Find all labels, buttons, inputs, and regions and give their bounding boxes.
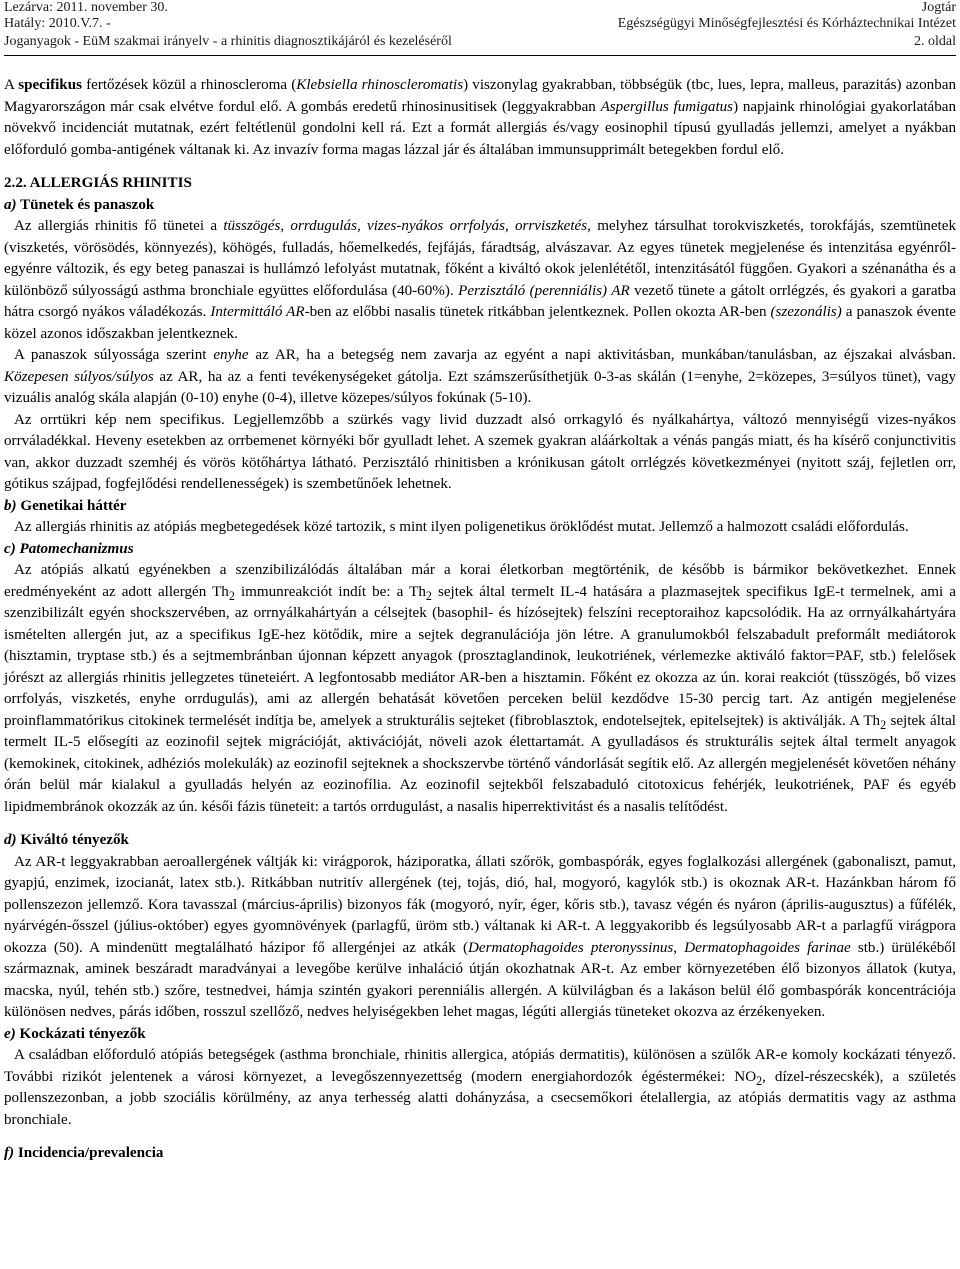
- intro-paragraph: A specifikus fertőzések közül a rhinoscleroma (Klebsiella rhinoscleromatis) viszonylag gyakrabban, többségük (tbc, lues, lepra, malleus, parazitás) azonban Magyarországon már csak elvétve fordul elő. A gombás eredetű rhinosinusitisek (leggyakrabban Aspergillus fumigatus) napjaink rhinológiai gyakorlatában növekvő incidenciát mutatnak, ezért feltétlenül gondolni kell rá. Ezt a formát allergiás és/vagy eosinophil típusú gyulladás jellemzi, amelyet a nyákban előforduló gomba-antigének váltanak ki. Az invazív forma magas lázzal jár és általában immunsupprimált betegekben fordul elő.: [4, 77, 956, 158]
- subsection-a-paragraph-3: Az orrtükri kép nem specifikus. Legjellemzőbb a szürkés vagy livid duzzadt alsó orrkagyló és nyálkahártya, változó mennyiségű vizes-nyákos orrváladékkal. Heveny esetekben az orrbemenet környéki bőr gyulladt lehet. A szemek gyakran aláárkoltak a vénás pangás miatt, és ha kísérő conjunctivitis van, akkor duzzadt szemhéj és vörös kötőhártya látható. Perzisztáló rhinitisben a krónikusan gátolt orrlégzés következményei (nyitott száj, fejletlen orr, gótikus szájpad, fogfejlődési rendellenességek) is szembetűnőek lehetnek.: [4, 411, 956, 492]
- subsection-c-paragraph-1: Az atópiás alkatú egyénekben a szenzibilizálódás általában már a korai életkorban megtörténik, de később is bármikor bekövetkezhet. Ennek eredményeként az adott allergén $Th_2$ immunreakciót indít be: a $Th_2$ sejtek által termelt IL-4 hatására a plazmasejtek specifikus IgE-t termelnek, ami a szenzibilizált egyén shockszervében, az orrnyálkahártyán a célsejtek (basophil- és hízósejtek) felszíni receptoraihoz kapcsolódik. Ha az orrnyálkahártyára ismételten allergén jut, az a specifikus IgE-hez kötődik, mire a sejtek degranulációja jön létre. A granulumokból felszabadult preformált mediátorok (hisztamin, tryptase stb.) és a sejtmembránban újonnan képzett anyagok (prosztaglandinok, leukotriének, vérlemezke aktiváló faktor=PAF, stb.) felelősek jórészt az allergiás rhinitis jellegzetes tüneteiért. A legfontosabb mediátor AR-ben a hisztamin. Főként ez okozza az ún. korai reakciót (tüsszögés, bő vizes orrfolyás, viszketés, enyhe orrdugulás), ami az allergén behatását követően perceken belül kezdődve 15-30 percig tart. Az antigén megjelenése proinflammatórikus citokinek termelését indítja be, amelyek a strukturális sejteket (fibroblasztok, endotelsejtek, epitelsejtek) is aktiválják. A $Th_2$ sejtek által termelt IL-5 elősegíti az eozinofil sejtek migrációját, aktivációját, növeli azok élettartamát. A gyulladásos és strukturális sejtek által termelt anyagok (kemokinek, citokinek, adhéziós molekulák) az eozinofil sejteknek a shockszervbe történő vándorlását segítik elő. Az allergén megjelenését követően néhány órán belül már kialakul a gyulladás helyén az eozinofília. Az eozinofil sejtekből felszabaduló citotoxicus fehérjék, leukotriének, PAF és egyéb lipidmembránok okozzák az ún. késői fázis tüneteit: a tartós orrdugulást, a nasalis hiperrektivitást és a nasalis telítődést.: [4, 562, 956, 815]
- subsection-a-paragraph-1: Az allergiás rhinitis fő tünetei a tüsszögés, orrdugulás, vizes-nyákos orrfolyás, orrviszketés, melyhez társulhat torokviszketés, torokfájás, szemtünetek (viszketés, vörösödés, könnyezés), köhögés, fulladás, hőemelkedés, fejfájás, fáradtság, alvászavar. Az egyes tünetek megjelenése és intenzitása egyénről-egyénre változik, és egy beteg panaszai is hullámzó lefolyást mutatnak, főként a kiváltó okok jelenlététől, intenzitásától függően. Gyakori a szénanátha és a különböző súlyosságú asthma bronchiale együttes előfordulása (40-60%). Perzisztáló (perenniális) AR vezető tünete a gátolt orrlégzés, és gyakori a garatba hátra csorgó nyákos váladékozás. Intermittáló AR-ben az előbbi nasalis tünetek ritkábban jelentkeznek. Pollen okozta AR-ben (szezonális) a panaszok évente közel azonos időszakban jelentkeznek.: [4, 218, 956, 342]
- header-divider: [4, 55, 956, 56]
- section-title: 2.2. ALLERGIÁS RHINITIS: [4, 175, 192, 191]
- header-document-path: Joganyagok - EüM szakmai irányelv - a rhinitis diagnosztikájáról és kezeléséről: [4, 34, 452, 49]
- header-closed-date: Lezárva: 2011. november 30.: [4, 0, 168, 15]
- header-publisher: Jogtár: [921, 0, 956, 15]
- header-page-number: 2. oldal: [914, 34, 956, 49]
- subsection-f-heading: f) Incidencia/prevalencia: [4, 1145, 164, 1161]
- subsection-e-heading: e) Kockázati tényezők: [4, 1025, 146, 1042]
- subsection-b-heading: b) Genetikai háttér: [4, 497, 127, 514]
- header-institute: Egészségügyi Minőségfejlesztési és Kórháztechnikai Intézet: [617, 16, 956, 31]
- document-body: [4, 75, 956, 1165]
- header-validity: Hatály: 2010.V.7. -: [4, 16, 111, 31]
- subsection-d-paragraph-1: Az AR-t leggyakrabban aeroallergének váltják ki: virágporok, háziporatka, állati szőrök, gombaspórák, egyes foglalkozási allergének (gabonaliszt, pamut, gyapjú, enzimek, izocianát, latex stb.). Ritkábban nutritív allergének (tej, tojás, dió, hal, mogyoró, kagylók stb.) is okoznak AR-t. Hazánkban három fő pollenszezon jellemző. Kora tavasszal (március-április) bizonyos fák (mogyoró, nyír, éger, kőris stb.), tavasz végén és nyáron (április-augusztus) a fűfélék, nyárvégén-ősszel (július-október) egyes gyomnövények (parlagfű, üröm stb.) váltanak ki AR-t. A leggyakoribb és legsúlyosabb AR-t a parlagfű virágpora okozza (50). A mindenütt megtalálható házipor fő allergénjei az atkák (Dermatophagoides pteronyssinus, Dermatophagoides farinae stb.) ürülékéből származnak, aminek beszáradt maradványai a levegőbe kerülve inhaláció útján okozhatnak AR-t. Az ember környezetében élő bizonyos állatok (kutya, macska, nyúl, tehén stb.) szőre, testnedvei, hámja szintén gyakori perenniális allergén. A külvilágban és a lakáson belül élő gombaspórák koncentrációja különösen nedves, párás időben, rosszul szellőző, nedves helyiségekben lehet magas, légúti allergiás tüneteket okozva az érzékenyeken.: [4, 853, 956, 1020]
- subsection-d-heading: d) Kiváltó tényezők: [4, 832, 129, 848]
- subsection-b-paragraph-1: Az allergiás rhinitis az atópiás megbetegedések közé tartozik, s mint ilyen poligenetikus öröklődést mutat. Jellemző a halmozott családi előfordulás.: [14, 519, 909, 535]
- subsection-c-heading: c) Patomechanizmus: [4, 540, 134, 557]
- subsection-e-paragraph-1: A családban előforduló atópiás betegségek (asthma bronchiale, rhinitis allergica, atópiás dermatitis), különösen a szülők AR-e komoly kockázati tényező. További rizikót jelentenek a városi környezet, a levegőszennyezettség (modern energiahordozók égéstermékei: $NO_2$, dízel-részecskék), a születés pollenszezonban, a jobb szociális körülmény, az anya terhesség alatti dohányzása, a csecsemőkori ételallergia, az atópiás dermatitis vagy az asthma bronchiale.: [4, 1047, 956, 1128]
- subsection-a-heading: a) Tünetek és panaszok: [4, 196, 155, 213]
- subsection-a-paragraph-2: A panaszok súlyossága szerint enyhe az AR, ha a betegség nem zavarja az egyént a napi aktivitásban, munkában/tanulásban, az éjszakai alvásban. Közepesen súlyos/súlyos az AR, ha az a fenti tevékenységeket gátolja. Ezt számszerűsíthetjük 0-3-as skálán (1=enyhe, 2=közepes, 3=súlyos tünet), vagy vizuális analóg skála alapján (0-10) enyhe (0-4), illetve közepes/súlyos fokúnak (5-10).: [4, 347, 956, 406]
